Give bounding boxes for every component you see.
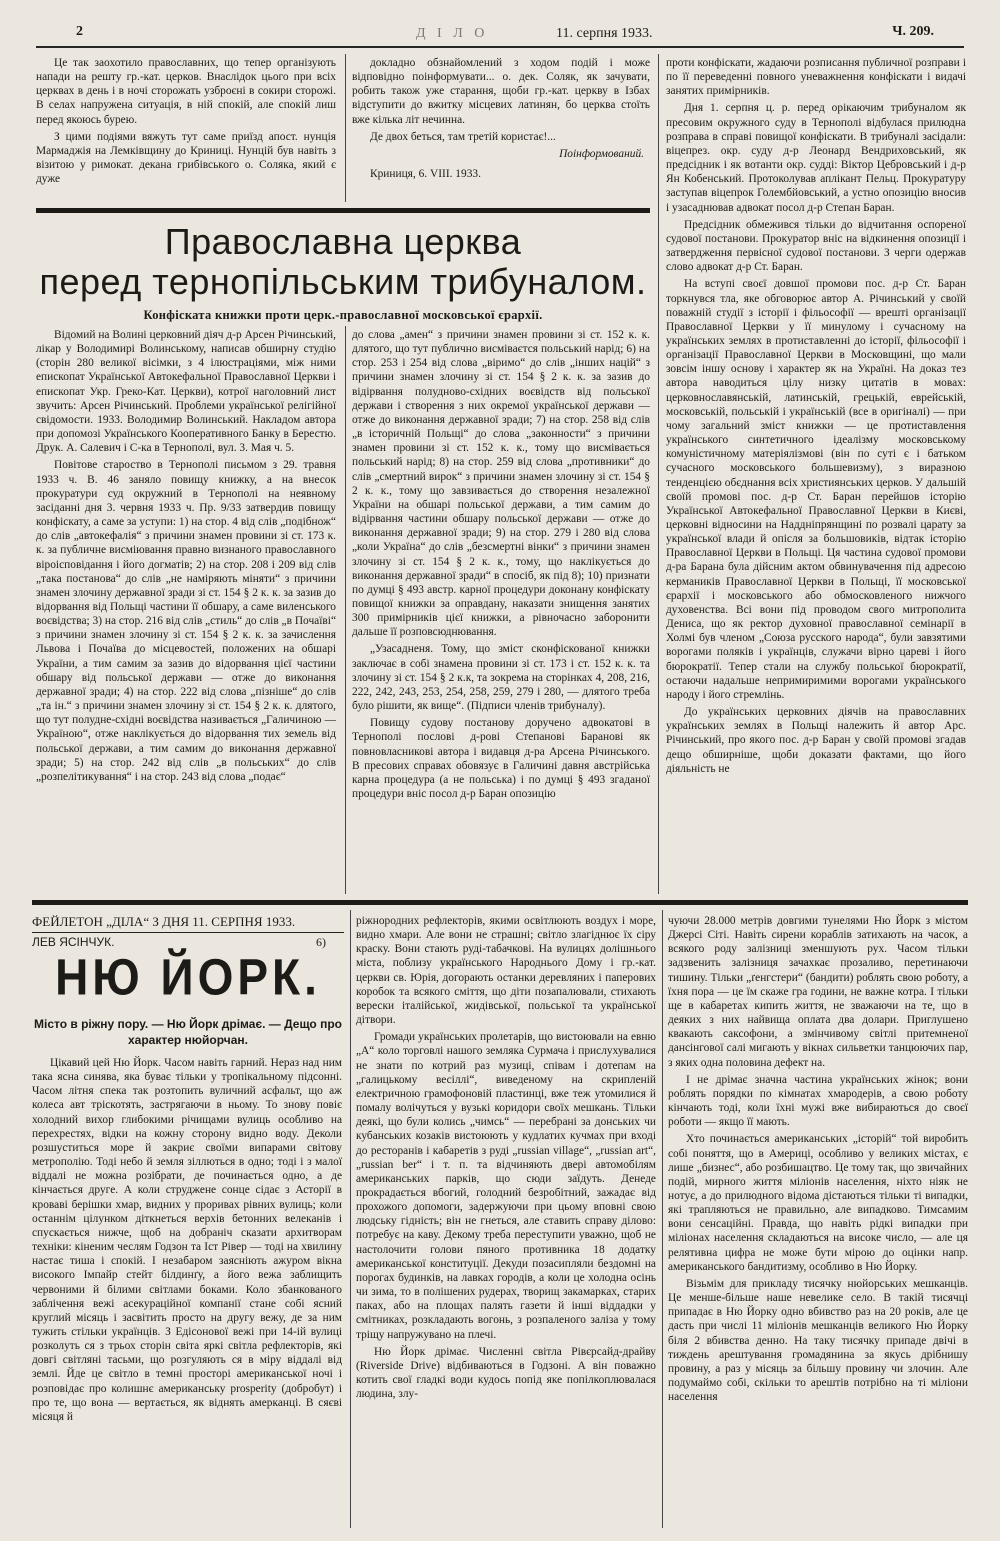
article-subtitle: Конфіската книжки проти церк.-православної московської єрархії. (143, 308, 543, 322)
paragraph: Де двох беться, там третій користає!... (370, 130, 556, 143)
paragraph: проти конфіскати, жадаючи розписання публичної розправи і по її переведенні повного уневажнення конфіскати і видачі занятих примірників. (666, 57, 966, 98)
paragraph: Хто починається американських „історій“ той виробить собі поняття, що в Америці, особливо у великих містах, є лише „бизнес“, або розбишацтво. Це тому так, що звичайних подій, мирного життя міліонів населення, ніхто ніяк не нотує, а до прилюдного відома дістаються тільки ті випадки, які трапляються не правильно, але випадково. Тимсамим вони сенсаційні. Правда, що навіть рідкі випадки при міліонах населення складаються на високе число, — але ця релятивна цифра не може бути мірою до оцінки напр. американського бандитизму, особливо в Ню Йорку. (668, 1133, 968, 1273)
paragraph: Відомий на Волині церковний діяч д-р Арсен Річинський, лікар у Володимирі Волинському, написав обширну студію (сторін 280 великої вісімки, з 4 ілюстраціями, між ними епископат Української Автокефальної Православної Церкви і епископат Укр. Греко-Кат. Церкви), котрої наголовний лист звучить: Арсен Річинський. Проблеми української релігійної свідомости. 1933. Володимир Волинський. Накладом автора при допомозі Українського Кооперативного Банку в Берестю. Друк. А. Салевич і С-ка в Тернополі, вул. 3. Мая ч. 5. (36, 329, 336, 455)
feuilleton-column-2 (356, 914, 656, 1526)
paragraph: Візьмім для прикладу тисячку нюйорських мешканців. Це менше-більше наше невелике село. В такій тисячці припадає в Ню Йорку одно вбивство раз на 20 років, але це дасть при числі 11 міліонів мешканців великого Ню Йорку біля 2 вбивства денно. На таку тисячку припаде двічі в тиждень арештування громадянина за якусь дрібнишу провину, а раз у місяць за більшу провину чи злочин. Але подумаймо собі, скільки то арештів потрібно на ті міліони населення (668, 1277, 968, 1404)
paragraph: Громади українських пролетарів, що вистоювали на евню „А“ коло торговлі нашого земляка Сурмача і прислухувалися не знати по котрий раз музиці, співам і дотепам на „галицькому весіллі“, виведеному на скрипленій електричною грамофоновій пластинці, вже теж утомилися й помалу волічуться у вузькі коридори своїх мешкань. Тільки деякі, що були колись „чимсь“ — перебрані за донських чи кубанських козаків вистоюють у кудлатих кучмах при вході до ресторанів і кабаретів з руді „russian village“, „russian art“, „russian ber“ і т. п. та відчиняють двері автомобілям американських парків, що сюди заїдуть. Денеде прокрадається вбогий, голодний безробітний, зажадає від прохожого допомоги, задержуючи при цьому вповні свою людську гідність; він не гнеться, але ставить справу ділово: потребує на каву. Декому треба переступити уважно, щоб не настолочити голови пяного противника 18 додатку американської конституції. Декуди позасипляли бездомні на порогах будинків, на лавках городів, а коли це холодна осінь чи зима, то в полішених рудерах, творищ закамарках, старих паках, або на площах палять газети й інші віддадки у смітниках, розкладають вогонь, з розпаленого заліза у тому тріщу напружувано на плечі. (356, 1031, 656, 1341)
feuilleton-subtitle: Місто в ріжну пору. — Ню Йорк дрімає. — Дещо про характер нюйорчан. (34, 1017, 342, 1047)
page-number: 2 (76, 24, 83, 39)
paragraph: І не дрімає значна частина українських жінок; вони роблять порядки по кімнатах хмародерів, а свою роботу кінчають тоді, коли їхні мужі вже вибираються до своєї роботи — якщо її мають. (668, 1073, 968, 1129)
paragraph: Це так заохотило православних, що тепер організують напади на решту гр.-кат. церков. Внаслідок цього при всіх церквах в день і в ночі сторожать узброєні в сокири сторожі. В селах напружена ситуація, в ній спокій, але спокій лиш перед якоюсь бурею. (36, 57, 336, 126)
paragraph: На вступі своєї довшої промови пос. д-р Ст. Баран торкнувся тла, яке обговорює автор А. Річинський у своїй поважній студії з історії і фільософії — врешті організації Православної Церкви у її минулому і сучасному на українських землях в протиставленні до історії, фільософії і організації Православної Церкви в Московщині, що мали зовсім іншу основу і характер як на Україні. На доказ тез автора наводиться цілу низку цитатів в мовах: церковнославянській, латинській, грецькій, еврейській, московській, польській і українській (все в оригіналі) — при чому загальний зміст книжки — це протиставлення українського синтетичного ідеалізму московському комуністичному матеріялізмові (він по суті є і батьком сучасного московського большевизму), з виразною тенденцією обєднання всіх християнських церков. У дальшій своїй промові пос. д-р Ст. Баран перейшов історію Української Автокефальної Православної Церкви в Києві, церковні відносини на Наддніпрянщині по розвалі царату за української влади й опісля за большовиків, відтак історію Православної Церкви в Польщі. Ця частина судової промови д-ра Барана була дійсним актом обвинувачення під адресою кермаників Православної Церкви в Польщі, її московської єрархії і московського або обмосковленого нижчого духовенства. Всі вони під проводом свого митрополита Дениса, що як ректор духовної православної семінарії в Холмі був членом „Союза русского народа“, були завзятими ворогами поляків і українців, служачи вірно цареві і його бюрократії. Тепер стали на службу польської бюрократії, остаючи надальше непримиримими ворогами українського народу і його стремлінь. (666, 278, 966, 701)
article-headline (38, 222, 648, 323)
feuilleton-column-3 (668, 914, 968, 1526)
paragraph: докладно обзнайомлений з ходом подій і може відповідно поінформувати... о. дек. Соляк, як зачувати, робить також уже старання, щоби гр.-кат. церкву в Ізбах відступити до вжитку місцевих латинян, бо церква стоїть вже кілька літ нечинна. (352, 57, 650, 126)
column-divider (662, 910, 663, 1528)
paragraph: Дня 1. серпня ц. р. перед орікаючим трибуналом як пресовим окружного суду в Тернополі відбулася прилюдна розправа в справі повищої конфіскати. В трибуналі засідали: віцепрез. окр. суду д-р Леонард Вендриховський, як предсідник і як вотанти окр. судді: Віктор Цебровський і д-р Ян Кобенський. Протоколував аплікант Пельц. Прокуратуру заступав віцепрок Голембйовський, а устно опозицію вносив і узасаднював адвокат посол д-р Степан Баран. (666, 102, 966, 214)
top-column-1 (36, 56, 336, 201)
column-divider (350, 910, 351, 1528)
column-divider (345, 326, 346, 894)
running-header (36, 22, 964, 48)
section-rule (36, 208, 650, 213)
paragraph: Цікавий цей Ню Йорк. Часом навіть гарний. Нераз над ним така ясна синява, яка буває тільки у тропікальному підсонні. Часом літня спека так розтопить вуличний асфальт, що аж колеса авт тріскотять, застрягаючи в ньому. То знову повіє холодний вихор глибокими річищами вулиць особливо на перехрестях, відки на кожну сторону видно воду. Деколи розшуститься море й закриє своїми випарами світову метрополію. Тоді небо й земля зіллються в одно; тоді і з малої віддалі не можна розібрати, де починається одно, а де кінчається друге. А коли струджене сонце сідає з Асторії в кроваві берішки хмар, видних у проривах рівних вулиць; коли останнім цілунком діткнеться верхів бетонних велеканів і спускається нижче, щоб на добраніч сказати архитворам техніки: кіненим чеслям Годзон та Іст Рівер — тоді на хвилину настає тиша і спокій. І незабаром заясніють ажуром вікна високого Імпайр стейт білдинґу, а його вежа заблищить червоними й білими світлами боками. Коло збанкованого заблічення вежі асекураційної компанії стане собі ясний круглий місяць і засвітить просто на другу вежу, де за ним тужить стільки українців. З Едісонової вежі при 14-ій вулиці розколуть ся з трьох сторін світа яркі світла рефлекторів, які довгі світляні тасьми, що розгуляють ся в міру віддалі від землі. Йде це світло в темні просторі американської ночі і розповідає про колишнє американську prosperity (добробут) і про те, що вона — вертається, як віднять амерканці. В сяєві місяця й (32, 1057, 342, 1423)
top-column-3 (666, 56, 966, 894)
column-divider (658, 54, 659, 894)
feuilleton-rule (32, 900, 968, 905)
feuilleton-title: НЮ ЙОРК. (55, 948, 321, 1006)
paragraph: „Узасадненя. Тому, що зміст сконфіскованої книжки заключає в собі знамена провини зі ст. 173 і ст. 152 к. к. та злочину зі ст. 154 § 2 к.к, та зокрема на сторінках 4, 208, 216, 222, 242, 243, 253, 254, 258, 259, 279 і 280, — длятого треба було рішити, як вище“. (Підписи членів трибуналу). (352, 643, 650, 713)
headline-line-1: Православна церква (164, 221, 522, 262)
feuilleton-header: ФЕЙЛЕТОН „ДІЛА“ З ДНЯ 11. СЕРПНЯ 1933. (32, 914, 344, 933)
issue-number: Ч. 209. (892, 24, 934, 39)
paragraph: ріжнородних рефлекторів, якими освітлюють воздух і море, видно хмари. Але вони не страшні; світло злагіднює їх сіру краску. Вони стають руді-табачкові. На вулицях долішнього міста, поблизу українського Народнього Дому і гр.-кат. церкви св. Юрія, догорають останки деревляних і паперових коробок та всякого сміття, що діти позапалювали, стихають верески італійської, жидівської, польської та української дітвори. (356, 915, 656, 1027)
paragraph: До українських церковних діячів на православних українських землях в Польщі належить й автор Арс. Річинський, про якого пос. д-р Баран у своїй промові згадав дещо обширніше, щоби доказати фактами, що його діяльність не (666, 706, 966, 775)
top-column-2 (352, 56, 650, 201)
paragraph: Повищу судову постанову доручено адвокатові в Тернополі послові д-рові Степанові Баранові як повновласникові автора і видавця д-ра Арсена Річинського. В пресових справах обовязує в Галичині давня австрійська карна процедура (а не польська) і по думці § 493 згаданої процедури вніс посол д-р Баран опозицію (352, 717, 650, 800)
masthead: Д І Л О (416, 26, 489, 41)
paragraph: Повітове староство в Тернополі письмом з 29. травня 1933 ч. В. 46 заняло повищу книжку, а на внесок прокуратури суд окружний в Тернополі на неявному засіданні дня 3. червня 1933 ч. Пр. 9/33 затвердив повищу конфіскату, а саме за уступи: 1) на стор. 4 від слів „подібнож“ до слів „автокефалія“ з причини знамен провини зі ст. 173 к. к. за публичне висміювання правно визнаного православного віроісповідання і його догматів; 2) на стор. 208 і 209 від слів „така постанова“ до слів „не наміряють міняти“ з причини знамен злочину державної зради зі ст. 154 § 2 к. к. за зазив до відорвання від Польщі частини її обшару, а саме виленського воєвідства; 3) на стор. 216 від слів „стиль“ до слів „в Почаїві“ з причини знамен злочину зі ст. 154 § 2 к. к. за зачислення Львова і Почаїва до місцевостей, положених на обшарі України, а тим самим за зазив до відорвання цієї частини обшару від польської держави — отже до виконання державної зради; 4) на стор. 222 від слова „пізніше“ до слів „та ін.“ з причини знамен злочину зі ст. 154 § 2 к. к. длятого, що тут полудне-східні воєвідства називається „Галичиною — Україною“, отже наклікується до відорвання тих земель від польської держави, а тим самим до виконання державної зради; 5) на стор. 242 від слів „в польських“ до слів „розпелітикування“ і на стор. 243 від слова „подає“ (36, 459, 336, 783)
paragraph: З цими подіями вяжуть тут саме приїзд апост. нунція Мармаджія на Лемківщину до Криниці. Нунцій був навіть з візитою у римокат. декана грибівського о. Соляка, який є дуже (36, 130, 336, 186)
dateline: Криниця, 6. VIII. 1933. (370, 168, 481, 181)
paragraph: Ню Йорк дрімає. Численні світла Рівєрсайд-драйву (Riverside Drive) відбиваються в Годзоні. А він поважно котить свої гладкі води кудось попід яке попілкоплювалася людина, злу- (356, 1345, 656, 1401)
column-divider (345, 54, 346, 202)
paragraph: до слова „амен“ з причини знамен провини зі ст. 152 к. к. длятого, що тут публично висміваєтся польський нарід; 6) на стор. 253 і 254 від слова „віримо“ до слів „інших націй“ з причини знамен злочину зі ст. 154 § 2 к. к. за зазив до відірвання полудново-східних воєвідств від польської держави і створення з них окремої української держави — отже до виконання державної зради; 7) на стор. 258 від слів „в історичній Польщі“ до слова „законности“ з причини знамен провини зі ст. 152 к. к., тому що висмівається польський нарід; 8) на стор. 259 від слова „противники“ до слів „смертний вирок“ з причини знамен злочину зі ст. 154 § 2 к. к., тому що завзивається до створення незалежної України на обшарі польської держави, а тим самим до відірвання частини обшару польської держави — отже до виконання державної зради; 9) на стор. 279 і 280 від слова „коли Україна“ до слів „безсмертні вінки“ з причини знамен злочину зі ст. 154 § 2 к. к., тому, що наклікується до виконання державної зради“ в спосіб, як під 8); 10) признати по думці § 493 австр. карної процедури доконану конфіскату повищої книжки за оправдану, наказати знищення занятих 300 примірників цієї книжки, а рівночасно заборонити дальше її розповсюднювання. (352, 329, 650, 639)
author-name: ЛЕВ ЯСІНЧУК. (32, 935, 115, 949)
paragraph: чуючи 28.000 метрів довгими тунелями Ню Йорк з містом Джерсі Сіті. Навіть сирени кораблів затихають на часок, а всякого роду залізниці зменшують рух. Часом тільки задзвенить залізниця зачахкає прозаливо, перетинаючи тишину. Тільки „ґенгстери“ (бандити) роблять свою роботу, а їхня пора — це їм скаже гра години, не важне котра. І тільки ще в кабаретах кипить життя, не зважаючи на те, що в деяких з них найвища оплата два долари. Приглушено квакають саксофони, а змінчивому світлі притемненої дансінгової салі мигають у вікнах сильветки танцюючих пар, з яких одна половина дефект на. (668, 915, 968, 1069)
article-column-2 (352, 328, 650, 894)
part-number: 6) (316, 935, 326, 949)
article-column-1 (36, 328, 336, 894)
headline-line-2: перед тернопільським трибуналом. (39, 261, 647, 302)
feuilleton-column-1 (32, 1056, 342, 1526)
paragraph: Предсідник обмежився тільки до відчитання оспореної судової постанови. Прокуратор вніс на відкинення опозиції і затвердження первісної судової постанови. З черги одержав слово адвокат д-р Ст. Баран. (666, 218, 966, 274)
header-date: 11. серпня 1933. (556, 26, 653, 41)
signature: Поінформований. (559, 147, 644, 160)
